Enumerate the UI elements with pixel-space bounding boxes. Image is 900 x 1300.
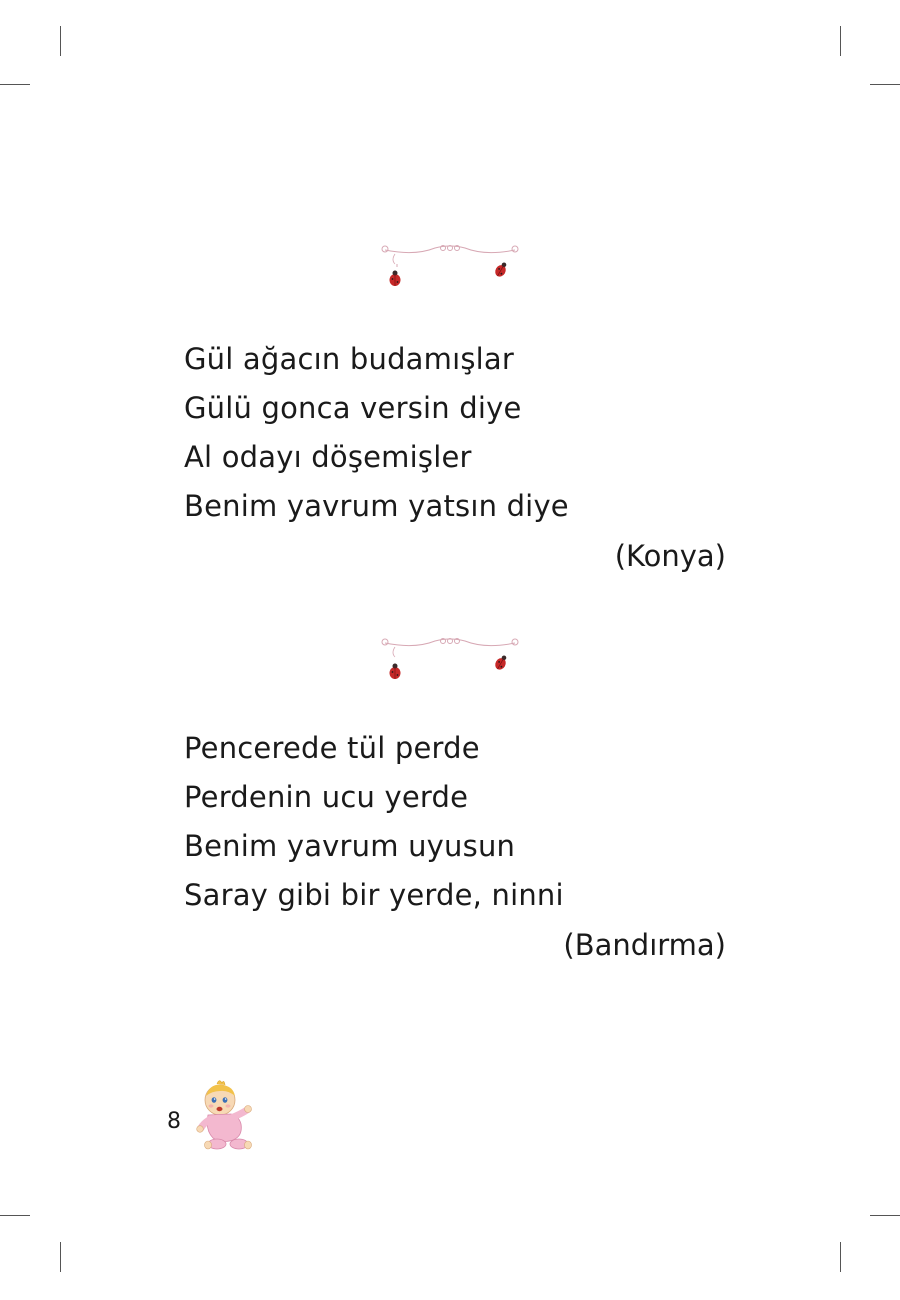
- source-location: (Bandırma): [563, 928, 726, 962]
- verse-line: Perdenin ucu yerde: [184, 780, 469, 814]
- verse-line: Saray gibi bir yerde, ninni: [184, 878, 564, 912]
- verse-line: Pencerede tül perde: [184, 731, 480, 765]
- crop-mark: [870, 84, 900, 85]
- crop-mark: [60, 1242, 61, 1272]
- verse-line: Gül ağacın budamışlar: [184, 342, 515, 376]
- page-number: 8: [167, 1109, 181, 1134]
- crop-mark: [840, 1242, 841, 1272]
- verse-line: Al odayı döşemişler: [184, 440, 472, 474]
- crop-mark: [870, 1215, 900, 1216]
- baby-icon: [195, 1078, 255, 1152]
- verse-line: Benim yavrum uyusun: [184, 829, 516, 863]
- crop-mark: [60, 26, 61, 56]
- crop-mark: [0, 84, 30, 85]
- ornament-ladybug-icon: [375, 633, 525, 683]
- verse-line: Gülü gonca versin diye: [184, 391, 522, 425]
- stanza-2: [184, 724, 564, 920]
- ornament-ladybug-icon: [375, 240, 525, 290]
- source-location: (Konya): [614, 539, 726, 573]
- stanza-1: [184, 335, 569, 531]
- verse-line: Benim yavrum yatsın diye: [184, 489, 569, 523]
- crop-mark: [0, 1215, 30, 1216]
- crop-mark: [840, 26, 841, 56]
